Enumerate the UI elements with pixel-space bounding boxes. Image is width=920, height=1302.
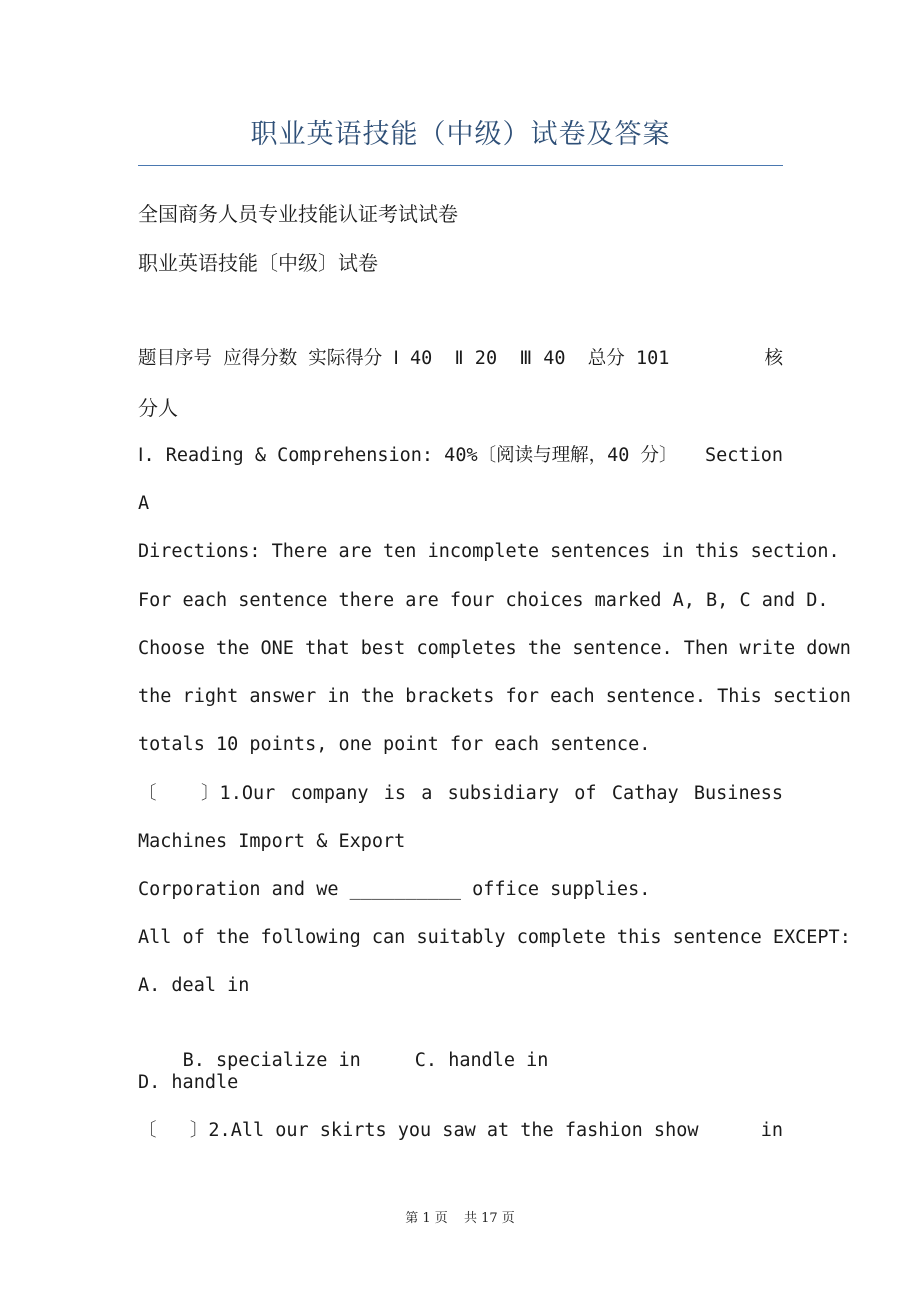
question-2-line-1 xyxy=(138,1118,783,1144)
directions-line-2: For each sentence there are four choices marked A, B, C and D. xyxy=(138,590,829,611)
directions-line-5: totals 10 points, one point for each sentence. xyxy=(138,734,651,755)
section-heading-end: Section xyxy=(705,445,783,466)
directions-line-3: Choose the ONE that best completes the sentence. Then write down xyxy=(138,638,851,659)
document-title: 职业英语技能（中级）试卷及答案 xyxy=(250,119,671,150)
q1-word: of xyxy=(574,783,597,804)
question-1-option-c: C. handle in xyxy=(414,1050,549,1071)
q1-word: Business xyxy=(693,783,783,804)
score-table-line-2: 分人 xyxy=(138,396,178,420)
score-table-line-1 xyxy=(138,346,783,372)
q1-word: 〔 〕1.Our xyxy=(138,783,276,804)
q1-word: is xyxy=(383,783,406,804)
page-total: 共 17 页 xyxy=(463,1211,515,1226)
q1-word: Cathay xyxy=(611,783,679,804)
q1-word: company xyxy=(290,783,369,804)
question-1-line-3: Corporation and we __________ office supplies. xyxy=(138,879,651,900)
section-heading-cont: A xyxy=(138,493,150,514)
page-number: 第 1 页 xyxy=(405,1211,448,1226)
question-1-line-1 xyxy=(138,781,783,807)
question-2-text: 〔 〕2.All our skirts you saw at the fashion show xyxy=(138,1120,699,1141)
directions-line-1: Directions: There are ten incomplete sentences in this section. xyxy=(138,541,840,562)
header-line-2: 职业英语技能〔中级〕试卷 xyxy=(138,251,378,275)
score-table-text: 题目序号 应得分数 实际得分 Ⅰ 40 Ⅱ 20 Ⅲ 40 总分 101 xyxy=(138,348,670,369)
title-underline xyxy=(138,165,783,166)
question-2-end: in xyxy=(760,1120,783,1141)
q1-word: subsidiary xyxy=(447,783,560,804)
question-1-line-2: Machines Import & Export xyxy=(138,831,406,852)
question-1-line-4: All of the following can suitably complete this sentence EXCEPT: xyxy=(138,927,851,948)
header-line-1: 全国商务人员专业技能认证考试试卷 xyxy=(138,202,458,226)
q1-word: a xyxy=(421,783,433,804)
directions-line-4: the right answer in the brackets for each sentence. This section xyxy=(138,686,851,707)
question-1-option-d: D. handle xyxy=(138,1072,239,1093)
score-table-end: 核 xyxy=(764,348,783,369)
page-footer xyxy=(0,1207,920,1226)
question-1-option-a: A. deal in xyxy=(138,975,250,996)
question-1-option-b: B. specialize in xyxy=(182,1050,361,1071)
section-heading-text: Ⅰ. Reading & Comprehension: 40%〔阅读与理解，40 分〕 xyxy=(138,445,678,466)
section-heading xyxy=(138,443,783,469)
